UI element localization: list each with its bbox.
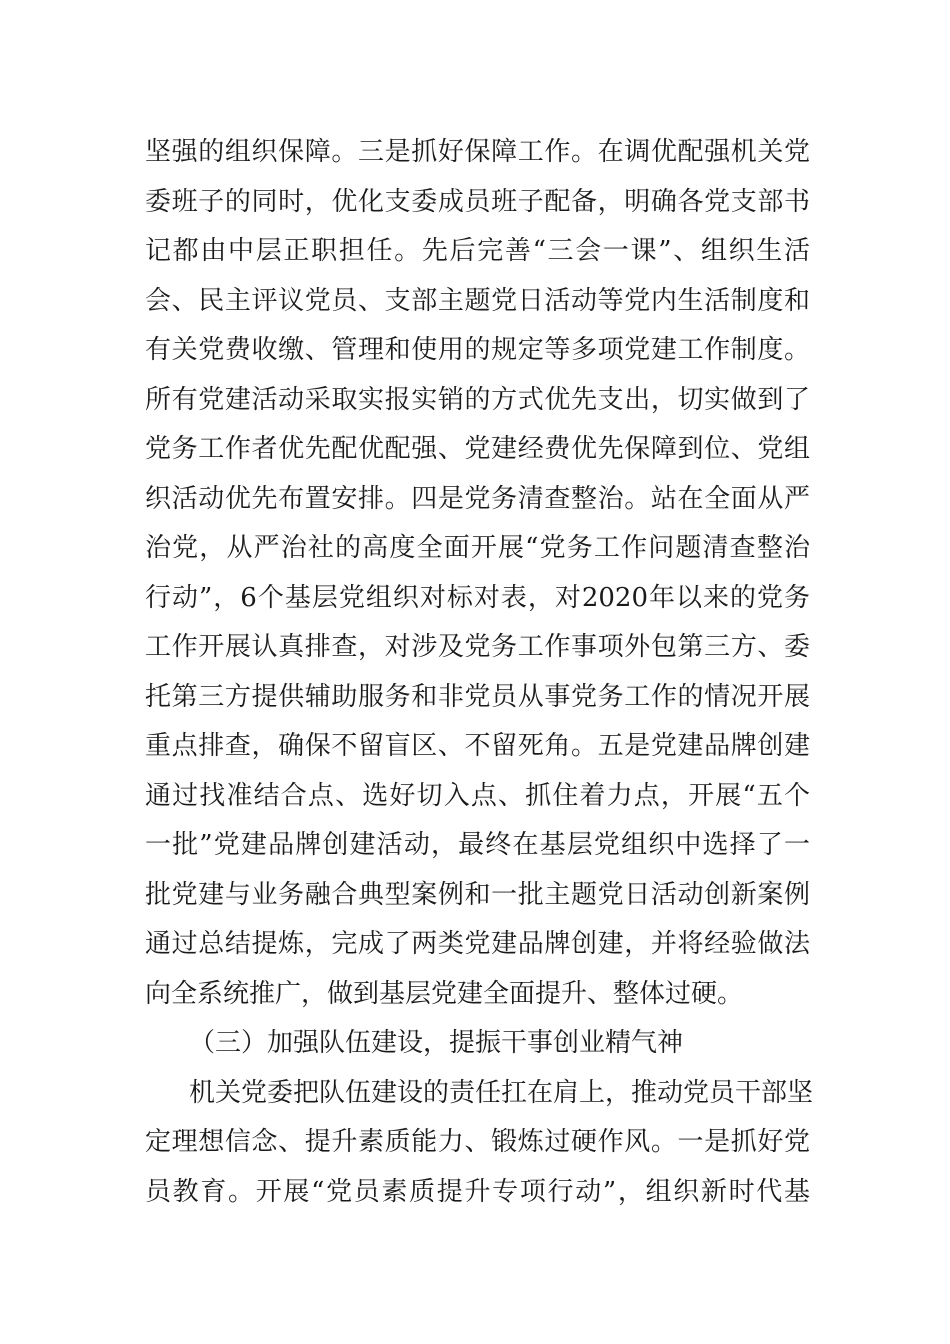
body-line: 批党建与业务融合典型案例和一批主题党日活动创新案例: [145, 879, 810, 910]
body-line: 治党，从严治社的高度全面开展“党务工作问题清查整治: [145, 533, 810, 563]
body-line: 行动”，6个基层党组织对标对表，对2020年以来的党务: [145, 582, 810, 613]
body-line: 记都由中层正职担任。先后完善“三会一课”、组织生活: [145, 236, 810, 266]
paragraph-line: 员教育。开展“党员素质提升专项行动”，组织新时代基: [145, 1176, 810, 1207]
body-line: 委班子的同时，优化支委成员班子配备，明确各党支部书: [145, 186, 810, 217]
body-line: 重点排查，确保不留盲区、不留死角。五是党建品牌创建: [145, 731, 810, 761]
section-heading: （三）加强队伍建设，提振干事创业精气神: [189, 1028, 684, 1058]
paragraph-line: 机关党委把队伍建设的责任扛在肩上，推动党员干部坚: [189, 1077, 814, 1108]
body-line: 工作开展认真排查，对涉及党务工作事项外包第三方、委: [145, 632, 810, 662]
document-body: [145, 128, 814, 1217]
body-line: 通过总结提炼，完成了两类党建品牌创建，并将经验做法: [145, 929, 810, 959]
body-line: 党务工作者优先配优配强、党建经费优先保障到位、党组: [145, 434, 810, 464]
body-line: 会、民主评议党员、支部主题党日活动等党内生活制度和: [145, 285, 810, 316]
body-line: 一批”党建品牌创建活动，最终在基层党组织中选择了一: [145, 830, 810, 860]
body-line: 向全系统推广，做到基层党建全面提升、整体过硬。: [145, 978, 744, 1009]
body-line: 织活动优先布置安排。四是党务清查整治。站在全面从严: [145, 483, 810, 514]
paragraph-line: 定理想信念、提升素质能力、锻炼过硬作风。一是抓好党: [145, 1127, 810, 1157]
body-line: 所有党建活动采取实报实销的方式优先支出，切实做到了: [145, 384, 810, 415]
body-line: 坚强的组织保障。三是抓好保障工作。在调优配强机关党: [145, 137, 810, 167]
body-line: 有关党费收缴、管理和使用的规定等多项党建工作制度。: [145, 335, 810, 365]
body-line: 托第三方提供辅助服务和非党员从事党务工作的情况开展: [145, 681, 810, 712]
body-line: 通过找准结合点、选好切入点、抓住着力点，开展“五个: [145, 780, 810, 811]
